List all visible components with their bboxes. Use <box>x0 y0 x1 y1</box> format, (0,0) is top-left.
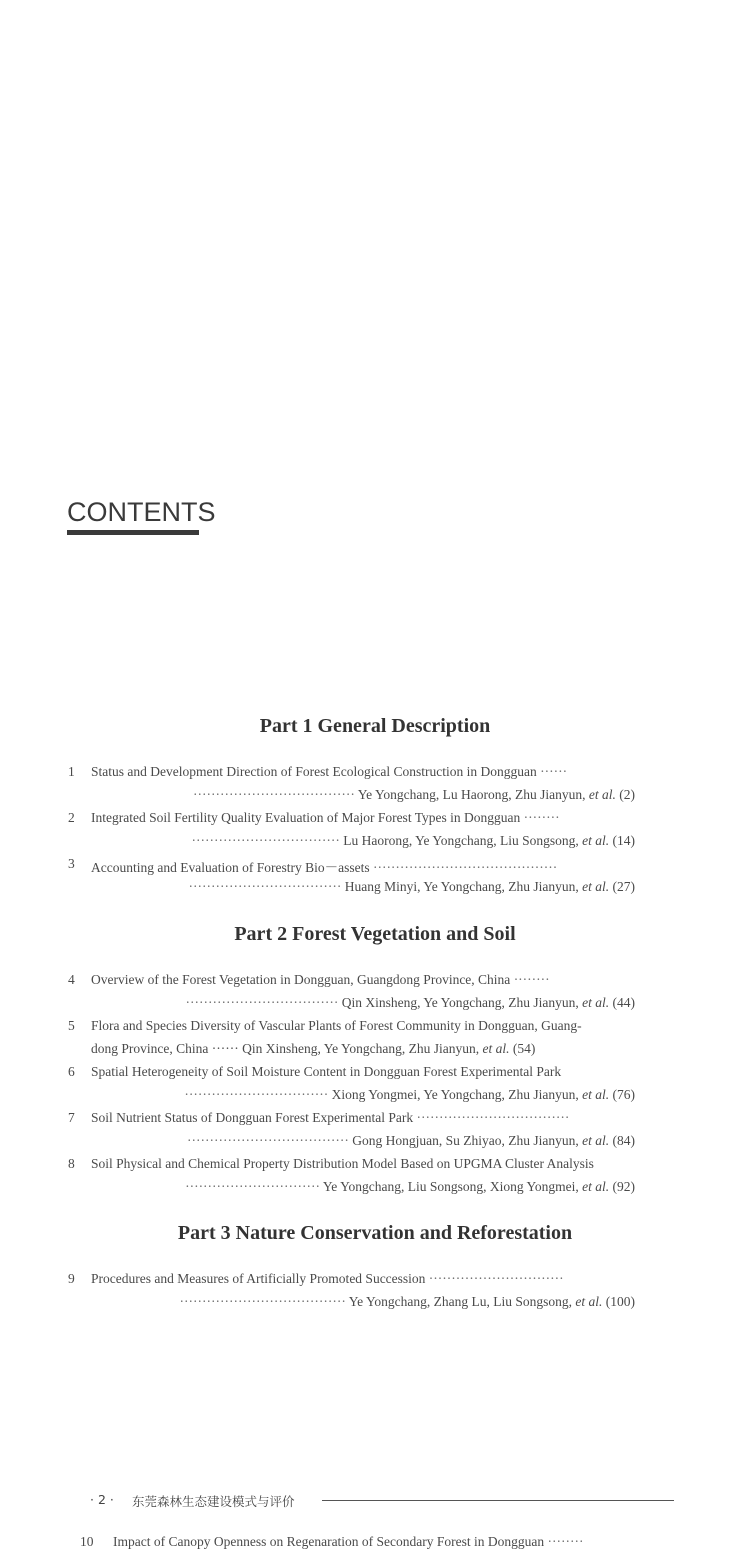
contents-title: CONTENTS <box>67 497 216 527</box>
page-footer <box>90 1492 680 1512</box>
toc-entry-title: Soil Nutrient Status of Dongguan Forest Experimental Park ·································· <box>91 1110 570 1125</box>
toc-entry-page: (92) <box>612 1179 635 1194</box>
toc-entry-number: 2 <box>68 810 75 825</box>
part-1-heading: Part 1 General Description <box>259 715 491 737</box>
toc-entry-number: 1 <box>68 764 75 779</box>
toc-entry-number: 7 <box>68 1110 75 1125</box>
toc-entry-page: (14) <box>612 833 635 848</box>
toc-entry-number: 3 <box>68 856 75 871</box>
toc-entry-authors: ································ Xiong Yongmei, Ye Yongchang, Zhu Jianyun, et al. (76) <box>184 1087 635 1102</box>
toc-entry-title: Impact of Canopy Openness on Regenaration of Secondary Forest in Dongguan ········ <box>113 1534 584 1549</box>
toc-entry-title: Flora and Species Diversity of Vascular Plants of Forest Community in Dongguan, Guang- <box>91 1018 582 1033</box>
toc-entry-number: 4 <box>68 972 75 987</box>
page-number: · 2 · <box>90 1492 114 1507</box>
toc-entry-number: 5 <box>68 1018 75 1033</box>
toc-entry-title: Status and Development Direction of Forest Ecological Construction in Dongguan ······ <box>91 764 568 779</box>
toc-entry-authors: ···································· Ye Yongchang, Lu Haorong, Zhu Jianyun, et al. (2) <box>193 787 635 802</box>
toc-entry-number: 8 <box>68 1156 75 1171</box>
toc-entry-page: (76) <box>612 1087 635 1102</box>
toc-entry-authors: ·································· Qin Xinsheng, Ye Yongchang, Zhu Jianyun, et al. (44) <box>185 995 635 1010</box>
toc-entry-authors: ····································· Ye Yongchang, Zhang Lu, Liu Songsong, et al. (100) <box>179 1294 635 1309</box>
part-2-heading: Part 2 Forest Vegetation and Soil <box>234 923 516 945</box>
toc-entry-title: Accounting and Evaluation of Forestry Bio－assets ········································· <box>91 860 558 875</box>
toc-entry-number: 10 <box>80 1534 94 1549</box>
toc-entry-authors: ······························ Ye Yongchang, Liu Songsong, Xiong Yongmei, et al. (92) <box>185 1179 635 1194</box>
toc-entry-page: (44) <box>612 995 635 1010</box>
toc-entry-title: Soil Physical and Chemical Property Distribution Model Based on UPGMA Cluster Analysis <box>91 1156 594 1171</box>
contents-title-underline <box>67 530 199 535</box>
toc-entry-page: (100) <box>605 1294 635 1309</box>
toc-entry-title: Procedures and Measures of Artificially Promoted Succession ······························ <box>91 1271 564 1286</box>
toc-entry-authors: ···································· Gong Hongjuan, Su Zhiyao, Zhu Jianyun, et al. (84) <box>187 1133 635 1148</box>
toc-entry-number: 9 <box>68 1271 75 1286</box>
toc-entry-page: (54) <box>512 1041 536 1056</box>
toc-entry-authors: ·································· Huang Minyi, Ye Yongchang, Zhu Jianyun, et al. (27) <box>188 879 635 894</box>
book-title: 东莞森林生态建设模式与评价 <box>132 1494 295 1509</box>
toc-entry-number: 6 <box>68 1064 75 1079</box>
footer-rule <box>322 1500 674 1501</box>
toc-entry-page: (2) <box>619 787 635 802</box>
toc-entry-page: (27) <box>612 879 635 894</box>
toc-entry-authors: dong Province, China ······ Qin Xinsheng, Ye Yongchang, Zhu Jianyun, et al. (54) <box>91 1041 536 1056</box>
toc-entry-title: Integrated Soil Fertility Quality Evaluation of Major Forest Types in Dongguan ········ <box>91 810 560 825</box>
toc-entry-authors: ································· Lu Haorong, Ye Yongchang, Liu Songsong, et al. (14) <box>191 833 635 848</box>
toc-entry-page: (84) <box>612 1133 635 1148</box>
toc-entry-title: Overview of the Forest Vegetation in Dongguan, Guangdong Province, China ········ <box>91 972 550 987</box>
toc-entry-title: Spatial Heterogeneity of Soil Moisture Content in Dongguan Forest Experimental Park <box>91 1064 562 1079</box>
part-3-heading: Part 3 Nature Conservation and Reforestation <box>177 1222 573 1244</box>
